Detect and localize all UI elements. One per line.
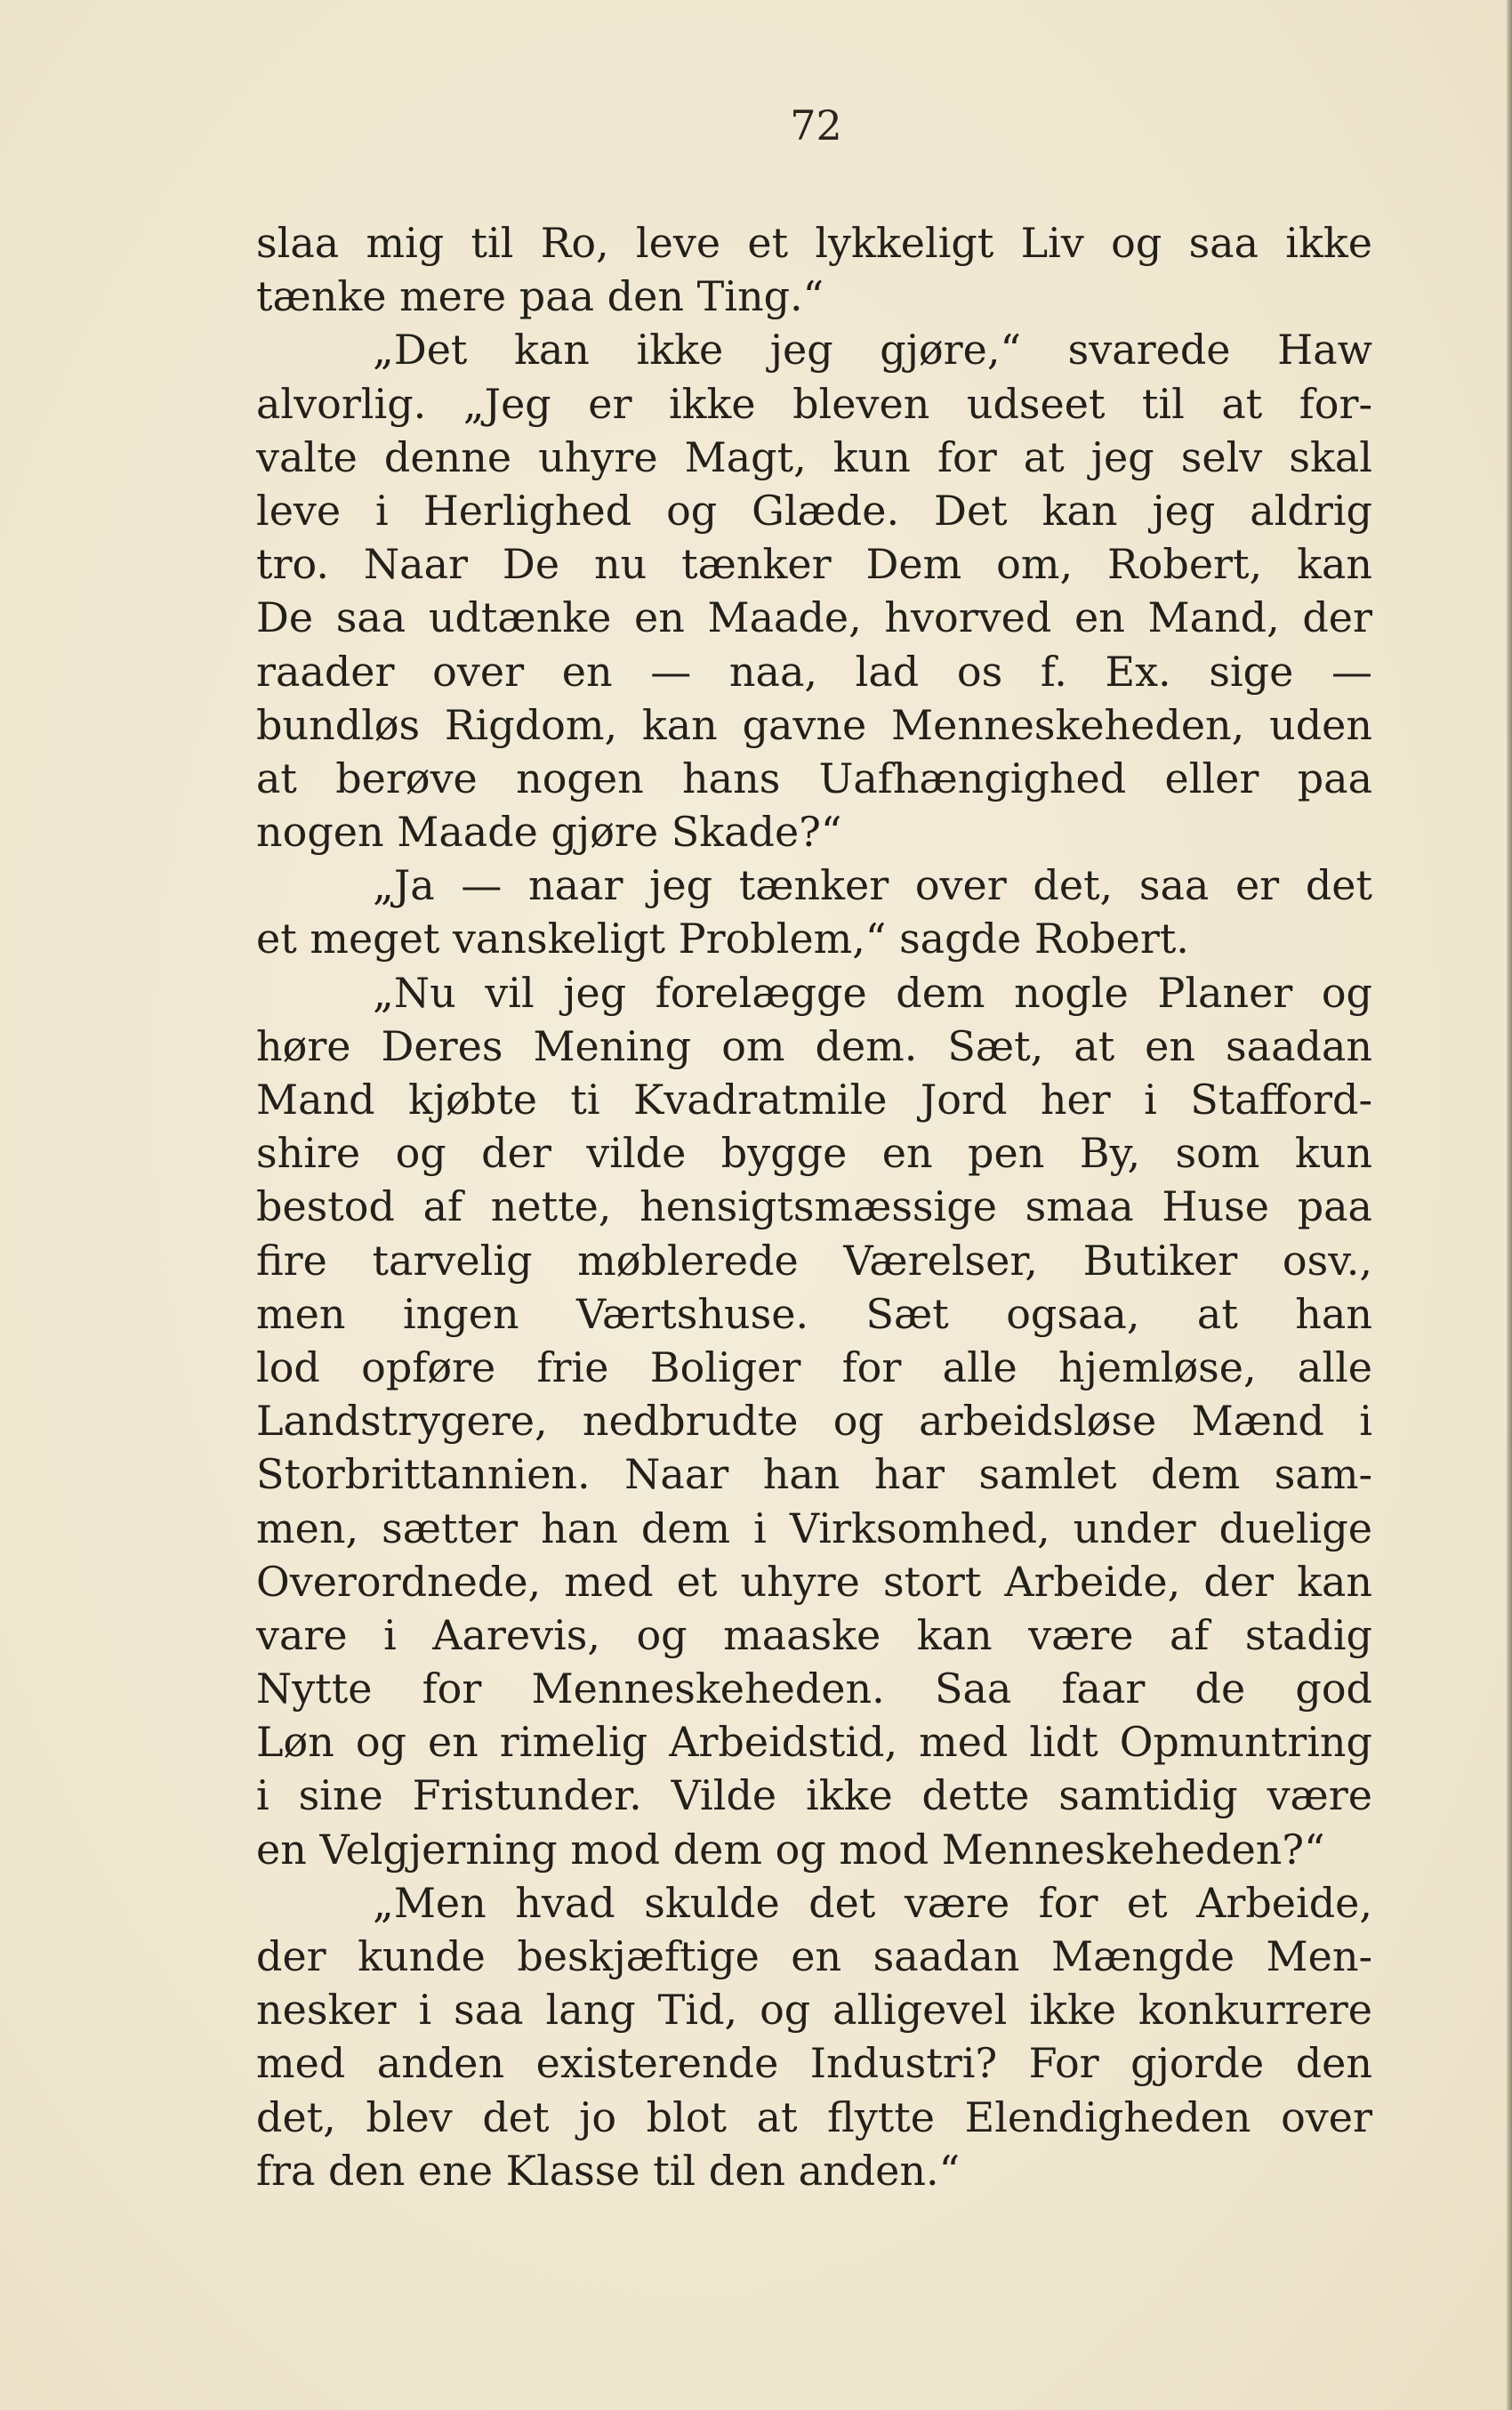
body-text [256,216,1372,2197]
text-line: Landstrygere, nedbrudte og arbeidsløse Mænd i [256,1397,1372,1446]
text-line: nesker i saa lang Tid, og alligevel ikke konkurrere [256,1986,1372,2035]
text-line: Løn og en rimelig Arbeidstid, med lidt Opmuntring [256,1718,1372,1767]
text-line: Mand kjøbte ti Kvadratmile Jord her i Stafford- [256,1076,1372,1124]
text-line: en Velgjerning mod dem og mod Menneskeheden?“ [256,1825,1325,1874]
text-line: nogen Maade gjøre Skade?“ [256,808,842,857]
text-line: men ingen Værtshuse. Sæt ogsaa, at han [256,1289,1372,1338]
text-line: De saa udtænke en Maade, hvorved en Mand, der [256,593,1372,642]
text-line: med anden existerende Industri? For gjorde den [256,2039,1372,2088]
text-line: „Det kan ikke jeg gjøre,“ svarede Haw [373,326,1372,375]
text-line: i sine Fristunder. Vilde ikke dette samtidig være [256,1771,1372,1820]
text-line: slaa mig til Ro, leve et lykkeligt Liv og saa ikke [256,219,1372,267]
text-line: Overordnede, med et uhyre stort Arbeide, der kan [256,1557,1372,1606]
text-line: det, blev det jo blot at flytte Elendigheden over [256,2092,1372,2141]
text-line: „Men hvad skulde det være for et Arbeide, [373,1878,1372,1927]
text-line: „Nu vil jeg forelægge dem nogle Planer og [373,968,1372,1017]
text-line: valte denne uhyre Magt, kun for at jeg selv skal [256,432,1372,481]
text-line: shire og der vilde bygge en pen By, som kun [256,1129,1372,1178]
text-line: bestod af nette, hensigtsmæssige smaa Huse paa [256,1182,1372,1231]
text-line: raader over en — naa, lad os f. Ex. sige — [256,647,1372,696]
page-number: 72 [790,101,842,149]
text-line: „Ja — naar jeg tænker over det, saa er det [373,861,1372,910]
text-line: leve i Herlighed og Glæde. Det kan jeg aldrig [256,486,1372,535]
text-line: Nytte for Menneskeheden. Saa faar de god [256,1664,1372,1713]
text-line: men, sætter han dem i Virksomhed, under duelige [256,1503,1372,1552]
text-line: fra den ene Klasse til den anden.“ [256,2146,961,2195]
text-line: høre Deres Mening om dem. Sæt, at en saadan [256,1021,1372,1070]
text-line: tænke mere paa den Ting.“ [256,272,824,321]
text-line: et meget vanskeligt Problem,“ sagde Robert. [256,915,1189,963]
text-line: alvorlig. „Jeg er ikke bleven udseet til at for- [256,379,1372,428]
text-line: tro. Naar De nu tænker Dem om, Robert, kan [256,540,1372,589]
text-line: at berøve nogen hans Uafhængighed eller paa [256,754,1372,802]
text-line: vare i Aarevis, og maaske kan være af stadig [256,1610,1372,1659]
text-line: fire tarvelig møblerede Værelser, Butiker osv., [256,1236,1372,1285]
text-line: bundløs Rigdom, kan gavne Menneskeheden, uden [256,700,1372,749]
text-line: der kunde beskjæftige en saadan Mængde Men- [256,1932,1372,1980]
text-line: Storbrittannien. Naar han har samlet dem sam- [256,1450,1372,1499]
page-edge-shadow [1507,0,1512,2410]
text-line: lod opføre frie Boliger for alle hjemløse, alle [256,1342,1372,1391]
